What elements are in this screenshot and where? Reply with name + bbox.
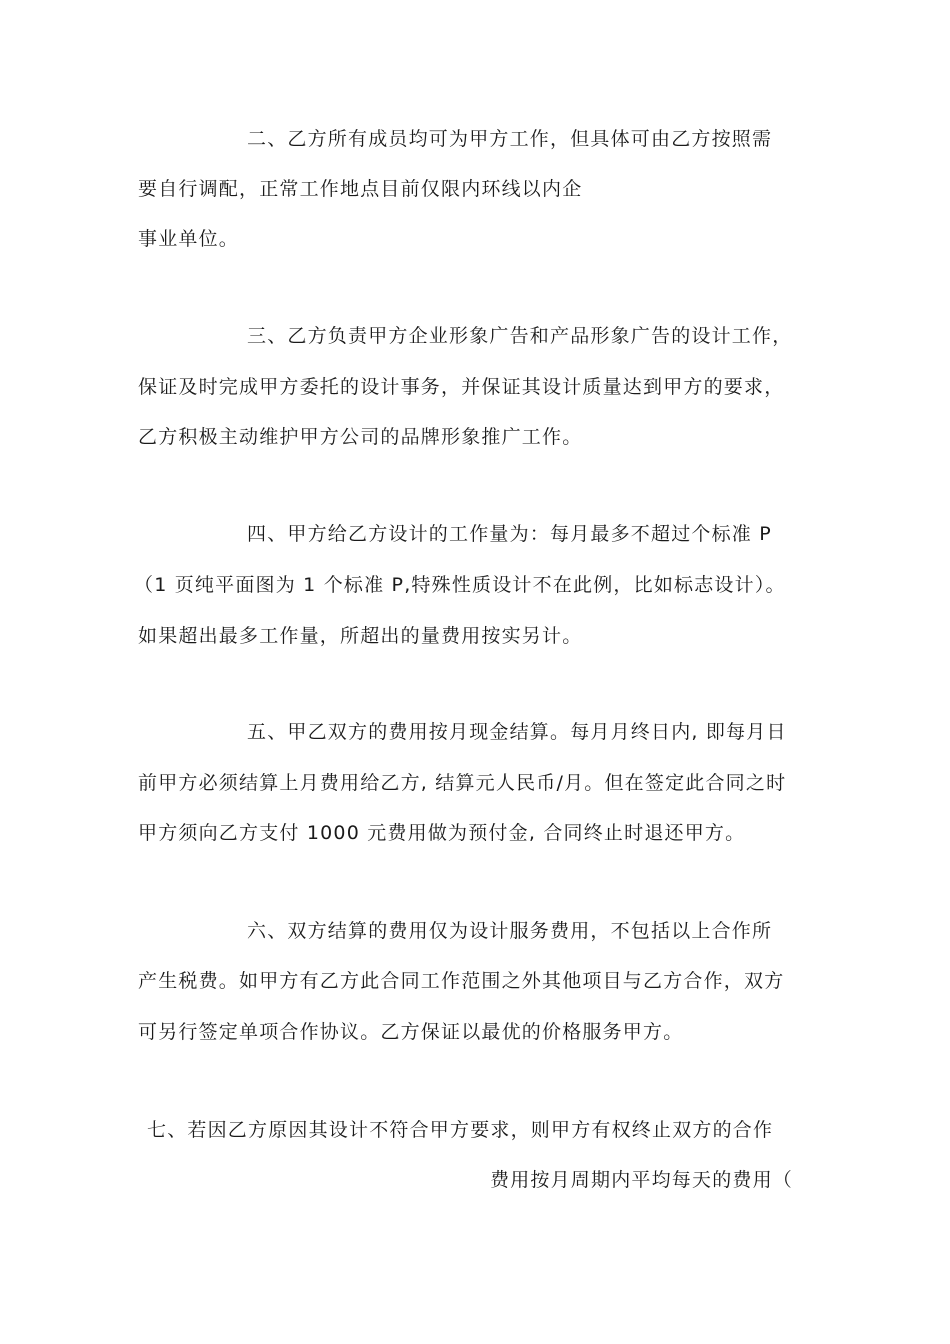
paragraph-6-line-3: 可另行签定单项合作协议。乙方保证以最优的价格服务甲方。 — [138, 1021, 684, 1043]
paragraph-7-line-1: 七、若因乙方原因其设计不符合甲方要求，则甲方有权终止双方的合作 — [147, 1119, 774, 1141]
paragraph-2-line-1: 二、乙方所有成员均可为甲方工作，但具体可由乙方按照需 — [247, 128, 773, 150]
paragraph-3-line-1: 三、乙方负责甲方企业形象广告和产品形象广告的设计工作， — [247, 325, 793, 347]
paragraph-6-line-2: 产生税费。如甲方有乙方此合同工作范围之外其他项目与乙方合作，双方 — [138, 970, 785, 992]
paragraph-3-line-2: 保证及时完成甲方委托的设计事务，并保证其设计质量达到甲方的要求， — [138, 376, 785, 398]
paragraph-3-line-3: 乙方积极主动维护甲方公司的品牌形象推广工作。 — [138, 426, 583, 448]
paragraph-2-line-3: 事业单位。 — [138, 228, 240, 250]
paragraph-4-line-3: 如果超出最多工作量，所超出的量费用按实另计。 — [138, 625, 583, 647]
paragraph-4-line-2: （1 页纯平面图为 1 个标准 P,特殊性质设计不在此例，比如标志设计）。 — [134, 574, 786, 596]
paragraph-6-line-1: 六、双方结算的费用仅为设计服务费用，不包括以上合作所 — [247, 920, 773, 942]
paragraph-5-line-3: 甲方须向乙方支付 1000 元费用做为预付金, 合同终止时退还甲方。 — [138, 822, 746, 844]
paragraph-7-line-2: 费用按月周期内平均每天的费用（ — [490, 1169, 794, 1191]
paragraph-5-line-2: 前甲方必须结算上月费用给乙方, 结算元人民币/月。但在签定此合同之时 — [138, 772, 787, 794]
paragraph-5-line-1: 五、甲乙双方的费用按月现金结算。每月月终日内, 即每月日 — [247, 721, 787, 743]
paragraph-4-line-1: 四、甲方给乙方设计的工作量为：每月最多不超过个标准 P — [247, 523, 772, 545]
paragraph-2-line-2: 要自行调配，正常工作地点目前仅限内环线以内企 — [138, 178, 583, 200]
